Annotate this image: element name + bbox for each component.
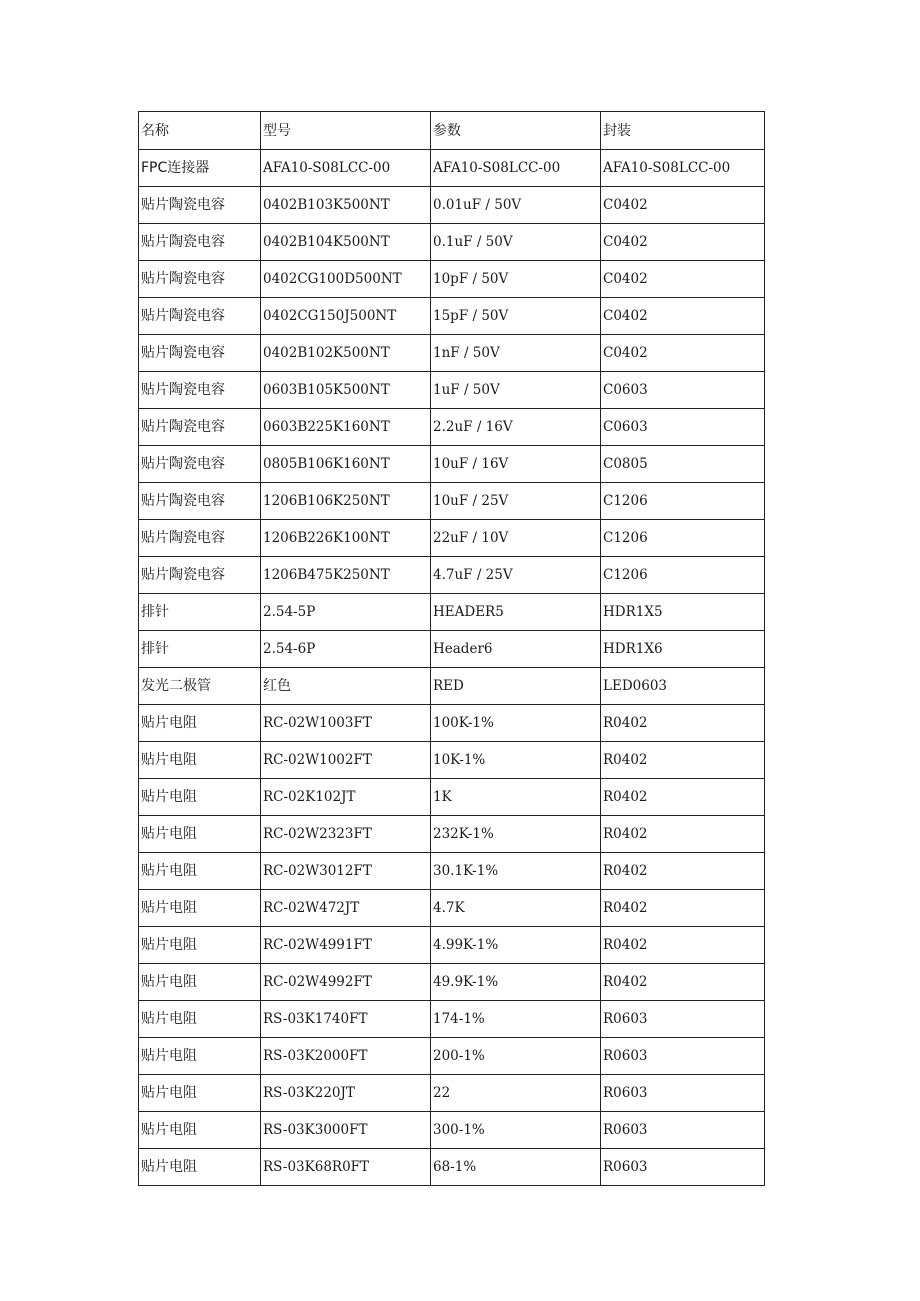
cell-model: 0402B104K500NT [261,224,431,261]
cell-name: 发光二极管 [139,668,261,705]
cell-parameter: 10K-1% [431,742,601,779]
cell-parameter: 30.1K-1% [431,853,601,890]
cell-name: 贴片电阻 [139,853,261,890]
bom-table [138,111,765,1186]
header-model: 型号 [261,112,431,150]
cell-package: R0402 [601,964,765,1001]
cell-parameter: 1K [431,779,601,816]
cell-parameter: 0.01uF / 50V [431,187,601,224]
cell-package: HDR1X5 [601,594,765,631]
cell-parameter: 100K-1% [431,705,601,742]
cell-model: 2.54-6P [261,631,431,668]
cell-model: 2.54-5P [261,594,431,631]
table-row [139,483,765,520]
table-row [139,261,765,298]
cell-package: R0402 [601,816,765,853]
table-row [139,705,765,742]
cell-parameter: 68-1% [431,1149,601,1186]
cell-name: 贴片电阻 [139,1038,261,1075]
table-row [139,409,765,446]
table-row [139,853,765,890]
cell-model: 0805B106K160NT [261,446,431,483]
cell-parameter: 4.7K [431,890,601,927]
cell-model: RS-03K68R0FT [261,1149,431,1186]
cell-parameter: Header6 [431,631,601,668]
cell-name: 排针 [139,631,261,668]
cell-model: 0402B103K500NT [261,187,431,224]
cell-name: 贴片电阻 [139,890,261,927]
cell-model: RC-02W3012FT [261,853,431,890]
cell-name: 贴片电阻 [139,1149,261,1186]
cell-parameter: 2.2uF / 16V [431,409,601,446]
table-row [139,890,765,927]
cell-package: C0805 [601,446,765,483]
cell-model: RS-03K1740FT [261,1001,431,1038]
table-header-row [139,112,765,150]
cell-name: 排针 [139,594,261,631]
cell-package: C0402 [601,335,765,372]
table-row [139,631,765,668]
cell-package: R0402 [601,927,765,964]
table-row [139,224,765,261]
cell-name: 贴片电阻 [139,964,261,1001]
cell-parameter: 4.99K-1% [431,927,601,964]
cell-parameter: 10pF / 50V [431,261,601,298]
table-row [139,742,765,779]
cell-parameter: 200-1% [431,1038,601,1075]
cell-package: C0402 [601,298,765,335]
cell-parameter: 4.7uF / 25V [431,557,601,594]
cell-name: 贴片陶瓷电容 [139,446,261,483]
cell-name: 贴片电阻 [139,1112,261,1149]
cell-name: 贴片陶瓷电容 [139,483,261,520]
cell-parameter: 232K-1% [431,816,601,853]
cell-package: R0603 [601,1149,765,1186]
cell-name: 贴片陶瓷电容 [139,298,261,335]
cell-parameter: 10uF / 16V [431,446,601,483]
cell-parameter: 15pF / 50V [431,298,601,335]
table-row [139,816,765,853]
cell-parameter: 10uF / 25V [431,483,601,520]
cell-model: 1206B106K250NT [261,483,431,520]
cell-parameter: 1uF / 50V [431,372,601,409]
table-row [139,1149,765,1186]
cell-parameter: 174-1% [431,1001,601,1038]
cell-model: RC-02W4992FT [261,964,431,1001]
cell-parameter: AFA10-S08LCC-00 [431,150,601,187]
cell-parameter: HEADER5 [431,594,601,631]
table-row [139,1038,765,1075]
cell-name: 贴片陶瓷电容 [139,261,261,298]
cell-package: R0402 [601,779,765,816]
cell-name: 贴片陶瓷电容 [139,557,261,594]
cell-model: RS-03K2000FT [261,1038,431,1075]
cell-package: R0603 [601,1001,765,1038]
cell-parameter: 1nF / 50V [431,335,601,372]
cell-model: AFA10-S08LCC-00 [261,150,431,187]
header-package: 封装 [601,112,765,150]
cell-model: RC-02W472JT [261,890,431,927]
cell-name: 贴片陶瓷电容 [139,409,261,446]
table-row [139,298,765,335]
table-row [139,520,765,557]
cell-model: 0402B102K500NT [261,335,431,372]
cell-model: RC-02W2323FT [261,816,431,853]
cell-package: R0603 [601,1075,765,1112]
cell-name: 贴片陶瓷电容 [139,372,261,409]
cell-package: R0402 [601,705,765,742]
cell-model: 0402CG150J500NT [261,298,431,335]
cell-parameter: 22 [431,1075,601,1112]
table-row [139,594,765,631]
cell-package: C0402 [601,224,765,261]
cell-name: FPC连接器 [139,150,261,187]
cell-package: R0402 [601,890,765,927]
cell-package: R0603 [601,1038,765,1075]
cell-package: C1206 [601,483,765,520]
cell-model: 1206B226K100NT [261,520,431,557]
table-row [139,446,765,483]
table-row [139,187,765,224]
cell-package: C1206 [601,520,765,557]
cell-package: C1206 [601,557,765,594]
cell-model: 0603B105K500NT [261,372,431,409]
cell-name: 贴片电阻 [139,705,261,742]
cell-model: 1206B475K250NT [261,557,431,594]
cell-package: C0603 [601,372,765,409]
cell-model: 0402CG100D500NT [261,261,431,298]
cell-package: C0402 [601,261,765,298]
cell-parameter: 0.1uF / 50V [431,224,601,261]
cell-model: RC-02K102JT [261,779,431,816]
cell-name: 贴片陶瓷电容 [139,224,261,261]
cell-package: C0402 [601,187,765,224]
table-row [139,964,765,1001]
table-row [139,779,765,816]
cell-package: AFA10-S08LCC-00 [601,150,765,187]
cell-model: RC-02W4991FT [261,927,431,964]
table-row [139,1001,765,1038]
cell-name: 贴片电阻 [139,1075,261,1112]
cell-name: 贴片电阻 [139,742,261,779]
table-row [139,335,765,372]
cell-model: 红色 [261,668,431,705]
cell-parameter: 300-1% [431,1112,601,1149]
cell-name: 贴片电阻 [139,1001,261,1038]
cell-name: 贴片陶瓷电容 [139,335,261,372]
cell-package: R0402 [601,853,765,890]
cell-name: 贴片电阻 [139,927,261,964]
cell-parameter: 22uF / 10V [431,520,601,557]
cell-package: R0603 [601,1112,765,1149]
table-row [139,557,765,594]
cell-parameter: 49.9K-1% [431,964,601,1001]
cell-model: RS-03K3000FT [261,1112,431,1149]
cell-package: HDR1X6 [601,631,765,668]
cell-model: RC-02W1002FT [261,742,431,779]
table-row [139,1075,765,1112]
cell-name: 贴片陶瓷电容 [139,520,261,557]
cell-package: R0402 [601,742,765,779]
header-parameter: 参数 [431,112,601,150]
cell-package: C0603 [601,409,765,446]
cell-package: LED0603 [601,668,765,705]
cell-model: RS-03K220JT [261,1075,431,1112]
table-row [139,372,765,409]
cell-parameter: RED [431,668,601,705]
table-row [139,668,765,705]
cell-name: 贴片陶瓷电容 [139,187,261,224]
cell-model: RC-02W1003FT [261,705,431,742]
header-name: 名称 [139,112,261,150]
table-row [139,927,765,964]
cell-name: 贴片电阻 [139,779,261,816]
table-row [139,1112,765,1149]
table-row [139,150,765,187]
cell-name: 贴片电阻 [139,816,261,853]
cell-model: 0603B225K160NT [261,409,431,446]
